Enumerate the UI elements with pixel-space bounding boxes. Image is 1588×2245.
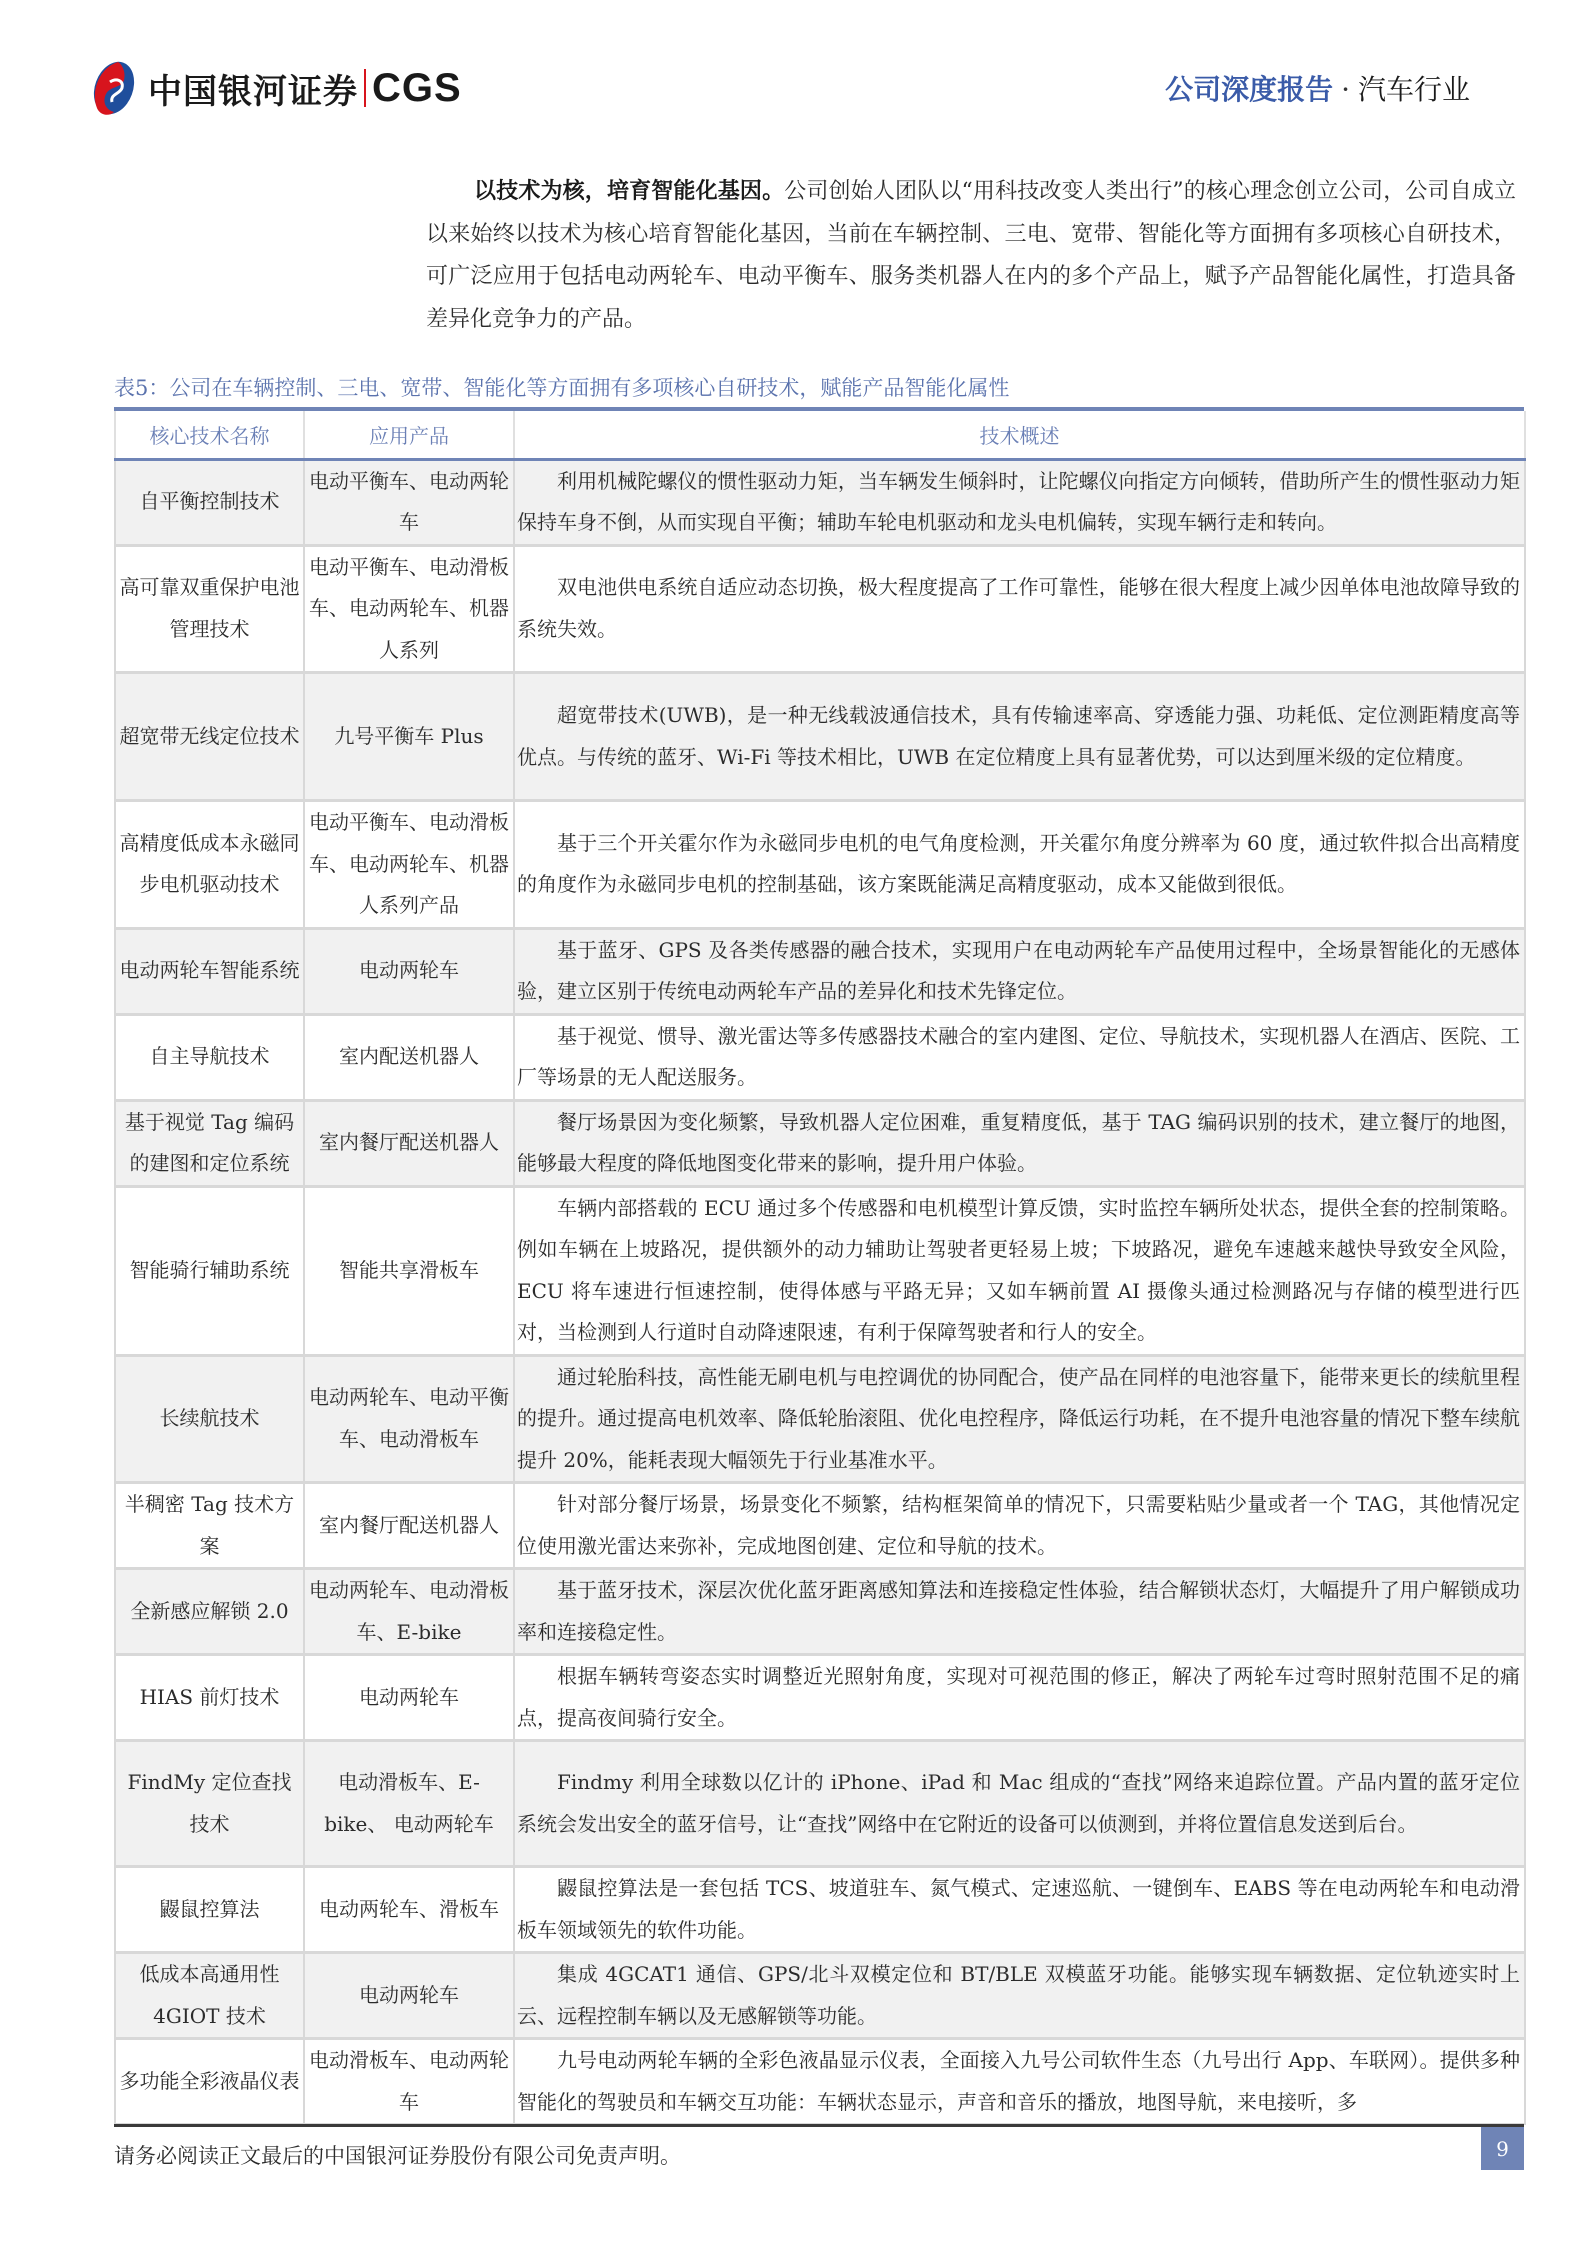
overview-cell: 基于三个开关霍尔作为永磁同步电机的电气角度检测，开关霍尔角度分辨率为 60 度，通过软件拟合出高精度的角度作为永磁同步电机的控制基础，该方案既能满足高精度驱动，成本又能做到很低。 [514,801,1525,929]
product-cell: 电动滑板车、电动两轮车 [304,2039,514,2125]
intro-bold-lead: 以技术为核，培育智能化基因。 [474,178,785,204]
table-row [115,928,1525,1014]
intro-text: 公司创始人团队以“用科技改变人类出行”的核心理念创立公司，公司自成立以来始终以技术为核心培育智能化基因，当前在车辆控制、三电、宽带、智能化等方面拥有多项核心自研技术，可广泛应用于包括电动两轮车、电动平衡车、服务类机器人在内的多个产品上，赋予产品智能化属性，打造具备差异化竞争力的产品。 [426,179,1516,332]
product-cell: 电动两轮车、电动平衡车、电动滑板车 [304,1355,514,1483]
product-cell: 电动两轮车 [304,1953,514,2039]
table-row [115,1655,1525,1741]
tech-name-cell: 超宽带无线定位技术 [115,673,304,801]
overview-cell: 通过轮胎科技，高性能无刷电机与电控调优的协同配合，使产品在同样的电池容量下，能带来更长的续航里程的提升。通过提高电机效率、降低轮胎滚阻、优化电控程序，降低运行功耗，在不提升电池容量的情况下整车续航提升 20%，能耗表现大幅领先于行业基准水平。 [514,1355,1525,1483]
table-row [115,1867,1525,1953]
overview-cell: 基于蓝牙、GPS 及各类传感器的融合技术，实现用户在电动两轮车产品使用过程中，全场景智能化的无感体验，建立区别于传统电动两轮车产品的差异化和技术先锋定位。 [514,928,1525,1014]
industry-label: 汽车行业 [1357,73,1470,106]
table-row [115,1100,1525,1186]
overview-cell: 基于视觉、惯导、激光雷达等多传感器技术融合的室内建图、定位、导航技术，实现机器人在酒店、医院、工厂等场景的无人配送服务。 [514,1014,1525,1100]
overview-cell: 鼹鼠控算法是一套包括 TCS、坡道驻车、氮气模式、定速巡航、一键倒车、EABS 等在电动两轮车和电动滑板车领域领先的软件功能。 [514,1867,1525,1953]
product-cell: 九号平衡车 Plus [304,673,514,801]
table-row [115,1186,1525,1355]
logo-chinese-name: 中国银河证券 [148,71,358,112]
tech-name-cell: 鼹鼠控算法 [115,1867,304,1953]
tech-name-cell: 自主导航技术 [115,1014,304,1100]
product-cell: 电动两轮车、滑板车 [304,1867,514,1953]
page-number: 9 [1481,2127,1524,2170]
product-cell: 电动两轮车、电动滑板车、E-bike [304,1569,514,1655]
table-row [115,1569,1525,1655]
overview-cell: 九号电动两轮车辆的全彩色液晶显示仪表，全面接入九号公司软件生态（九号出行 App、车联网）。提供多种智能化的驾驶员和车辆交互功能：车辆状态显示，声音和音乐的播放，地图导航，来电接听，多 [514,2039,1525,2125]
tech-name-cell: FindMy 定位查找技术 [115,1741,304,1867]
table-row [115,1953,1525,2039]
overview-cell: 餐厅场景因为变化频繁，导致机器人定位困难，重复精度低，基于 TAG 编码识别的技术，建立餐厅的地图，能够最大程度的降低地图变化带来的影响，提升用户体验。 [514,1100,1525,1186]
tech-name-cell: 多功能全彩液晶仪表 [115,2039,304,2125]
tech-name-cell: 高精度低成本永磁同步电机驱动技术 [115,801,304,929]
intro-paragraph [426,170,1516,341]
tech-name-cell: HIAS 前灯技术 [115,1655,304,1741]
overview-cell: Findmy 利用全球数以亿计的 iPhone、iPad 和 Mac 组成的“查找”网络来追踪位置。产品内置的蓝牙定位系统会发出安全的蓝牙信号，让“查找”网络中在它附近的设备可以侦测到，并将位置信息发送到后台。 [514,1741,1525,1867]
company-logo [88,58,462,118]
overview-cell: 基于蓝牙技术，深层次优化蓝牙距离感知算法和连接稳定性体验，结合解锁状态灯，大幅提升了用户解锁成功率和连接稳定性。 [514,1569,1525,1655]
tech-name-cell: 全新感应解锁 2.0 [115,1569,304,1655]
product-cell: 电动平衡车、电动两轮车 [304,459,514,545]
overview-cell: 双电池供电系统自适应动态切换，极大程度提高了工作可靠性，能够在很大程度上减少因单体电池故障导致的系统失效。 [514,545,1525,673]
report-separator: · [1341,73,1350,106]
overview-cell: 集成 4GCAT1 通信、GPS/北斗双模定位和 BT/BLE 双模蓝牙功能。能够实现车辆数据、定位轨迹实时上云、远程控制车辆以及无感解锁等功能。 [514,1953,1525,2039]
column-header-product: 应用产品 [304,411,514,459]
product-cell: 电动滑板车、E-bike、 电动两轮车 [304,1741,514,1867]
product-cell: 电动平衡车、电动滑板车、电动两轮车、机器人系列产品 [304,801,514,929]
table-row [115,673,1525,801]
column-header-overview: 技术概述 [514,411,1525,459]
table-row [115,1355,1525,1483]
tech-name-cell: 长续航技术 [115,1355,304,1483]
product-cell: 智能共享滑板车 [304,1186,514,1355]
table-row [115,1741,1525,1867]
overview-cell: 车辆内部搭载的 ECU 通过多个传感器和电机模型计算反馈，实时监控车辆所处状态，提供全套的控制策略。例如车辆在上坡路况，提供额外的动力辅助让驾驶者更轻易上坡；下坡路况，避免车速越来越快导致安全风险，ECU 将车速进行恒速控制，使得体感与平路无异；又如车辆前置 AI 摄像头通过检测路况与存储的模型进行匹对，当检测到人行道时自动降速限速，有利于保障驾驶者和行人的安全。 [514,1186,1525,1355]
tech-name-cell: 基于视觉 Tag 编码的建图和定位系统 [115,1100,304,1186]
column-header-tech-name: 核心技术名称 [115,411,304,459]
overview-cell: 超宽带技术(UWB)，是一种无线载波通信技术，具有传输速率高、穿透能力强、功耗低、定位测距精度高等优点。与传统的蓝牙、Wi-Fi 等技术相比，UWB 在定位精度上具有显著优势，可以达到厘米级的定位精度。 [514,673,1525,801]
tech-name-cell: 高可靠双重保护电池管理技术 [115,545,304,673]
galaxy-logo-icon [88,58,136,118]
tech-name-cell: 自平衡控制技术 [115,459,304,545]
product-cell: 室内餐厅配送机器人 [304,1100,514,1186]
report-category [1165,68,1470,108]
overview-cell: 针对部分餐厅场景，场景变化不频繁，结构框架简单的情况下，只需要粘贴少量或者一个 TAG，其他情况定位使用激光雷达来弥补，完成地图创建、定位和导航的技术。 [514,1483,1525,1569]
product-cell: 电动两轮车 [304,1655,514,1741]
page-header [0,0,1588,130]
footer-disclaimer: 请务必阅读正文最后的中国银河证券股份有限公司免责声明。 [114,2144,681,2168]
product-cell: 室内餐厅配送机器人 [304,1483,514,1569]
tech-name-cell: 电动两轮车智能系统 [115,928,304,1014]
table-caption: 表5：公司在车辆控制、三电、宽带、智能化等方面拥有多项核心自研技术，赋能产品智能化属性 [114,376,1010,400]
tech-table [114,407,1524,2125]
tech-name-cell: 低成本高通用性 4GIOT 技术 [115,1953,304,2039]
tech-name-cell: 智能骑行辅助系统 [115,1186,304,1355]
tech-name-cell: 半稠密 Tag 技术方案 [115,1483,304,1569]
table-row [115,1014,1525,1100]
table-row [115,459,1525,545]
table-row [115,2039,1525,2125]
product-cell: 室内配送机器人 [304,1014,514,1100]
table-row [115,545,1525,673]
table-header-row [115,411,1525,459]
overview-cell: 利用机械陀螺仪的惯性驱动力矩，当车辆发生倾斜时，让陀螺仪向指定方向倾转，借助所产生的惯性驱动力矩保持车身不倒，从而实现自平衡；辅助车轮电机驱动和龙头电机偏转，实现车辆行走和转向。 [514,459,1525,545]
logo-english-name: CGS [372,65,462,110]
report-type-label: 公司深度报告 [1165,73,1334,106]
table-row [115,1483,1525,1569]
product-cell: 电动两轮车 [304,928,514,1014]
logo-divider [364,69,366,107]
product-cell: 电动平衡车、电动滑板车、电动两轮车、机器人系列 [304,545,514,673]
footer-rule [114,2124,1524,2127]
table-row [115,801,1525,929]
overview-cell: 根据车辆转弯姿态实时调整近光照射角度，实现对可视范围的修正，解决了两轮车过弯时照射范围不足的痛点，提高夜间骑行安全。 [514,1655,1525,1741]
